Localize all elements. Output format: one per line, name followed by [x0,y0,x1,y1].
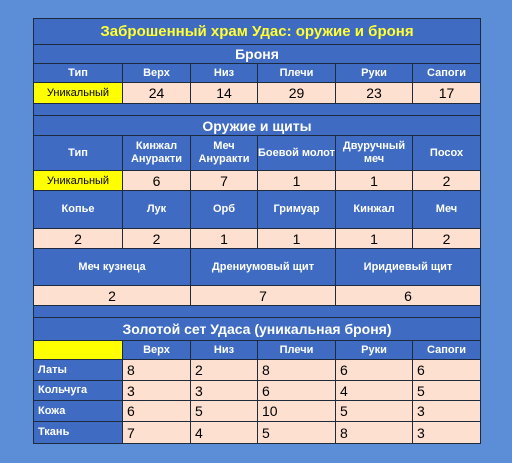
item-table [33,18,481,444]
armor-value-shoulders: 29 [258,83,336,104]
weapons-value-staff: 2 [413,171,480,191]
armor-type-unique: Уникальный [34,83,123,104]
gold-set-cell: 2 [191,360,258,381]
weapons-header-spear: Копье [34,191,123,229]
gold-set-cell: 3 [413,401,480,422]
armor-header-shoulders: Плечи [258,64,336,83]
table-row [34,401,480,422]
gold-set-header-shoulders: Плечи [258,341,336,360]
gold-set-section-title: Золотой сет Удаса (уникальная броня) [34,318,480,341]
weapons-header-anurakti-sword: Меч Ануракти [191,136,258,171]
spacer [34,306,480,318]
gold-set-row-name: Кожа [34,401,123,422]
weapons-header-iridium-shield: Иридиевый щит [336,249,480,286]
weapons-value-anurakti-sword: 7 [191,171,258,191]
weapons-header-staff: Посох [413,136,480,171]
weapons-value-drenium-shield: 7 [191,286,336,306]
weapons-value-sword: 2 [413,229,480,249]
gold-set-row-name: Ткань [34,422,123,443]
weapons-header-anurakti-dagger: Кинжал Ануракти [123,136,191,171]
table-row [34,381,480,401]
spacer [34,104,480,116]
gold-set-cell: 4 [191,422,258,443]
gold-set-cell: 7 [123,422,191,443]
armor-header-top: Верх [123,64,191,83]
armor-section-title: Броня [34,45,480,64]
gold-set-cell: 4 [336,381,413,401]
gold-set-header-bottom: Низ [191,341,258,360]
gold-set-cell: 3 [413,422,480,443]
armor-header-hands: Руки [336,64,413,83]
gold-set-cell: 3 [191,381,258,401]
weapons-value-smith-sword: 2 [34,286,191,306]
weapons-value-warhammer: 1 [258,171,336,191]
armor-value-boots: 17 [413,83,480,104]
gold-set-cell: 6 [123,401,191,422]
gold-set-cell: 8 [336,422,413,443]
weapons-header-orb: Орб [191,191,258,229]
weapons-type-unique: Уникальный [34,171,123,191]
gold-set-header-empty [34,341,123,360]
gold-set-cell: 6 [413,360,480,381]
table-row [34,360,480,381]
armor-value-hands: 23 [336,83,413,104]
weapons-value-two-handed-sword: 1 [336,171,413,191]
weapons-header-type: Тип [34,136,123,171]
weapons-header-bow: Лук [123,191,191,229]
gold-set-cell: 5 [191,401,258,422]
weapons-value-grimoire: 1 [258,229,336,249]
weapons-section-title: Оружие и щиты [34,116,480,136]
gold-set-cell: 5 [413,381,480,401]
gold-set-cell: 6 [336,360,413,381]
gold-set-header-boots: Сапоги [413,341,480,360]
weapons-header-drenium-shield: Дрениумовый щит [191,249,336,286]
weapons-header-sword: Меч [413,191,480,229]
weapons-value-dagger: 1 [336,229,413,249]
armor-header-bottom: Низ [191,64,258,83]
weapons-header-two-handed-sword: Двуручный меч [336,136,413,171]
weapons-header-dagger: Кинжал [336,191,413,229]
gold-set-cell: 3 [123,381,191,401]
armor-header-type: Тип [34,64,123,83]
armor-value-bottom: 14 [191,83,258,104]
armor-value-top: 24 [123,83,191,104]
gold-set-cell: 6 [258,381,336,401]
gold-set-row-name: Латы [34,360,123,381]
gold-set-header-top: Верх [123,341,191,360]
table-row [34,422,480,443]
weapons-value-anurakti-dagger: 6 [123,171,191,191]
gold-set-row-name: Кольчуга [34,381,123,401]
gold-set-cell: 5 [258,422,336,443]
weapons-value-bow: 2 [123,229,191,249]
weapons-header-grimoire: Гримуар [258,191,336,229]
weapons-value-iridium-shield: 6 [336,286,480,306]
gold-set-cell: 5 [336,401,413,422]
weapons-header-smith-sword: Меч кузнеца [34,249,191,286]
gold-set-cell: 8 [123,360,191,381]
gold-set-cell: 8 [258,360,336,381]
gold-set-cell: 10 [258,401,336,422]
weapons-value-orb: 1 [191,229,258,249]
weapons-value-spear: 2 [34,229,123,249]
gold-set-header-hands: Руки [336,341,413,360]
weapons-header-warhammer: Боевой молот [258,136,336,171]
armor-header-boots: Сапоги [413,64,480,83]
page-title: Заброшенный храм Удас: оружие и броня [34,19,480,45]
